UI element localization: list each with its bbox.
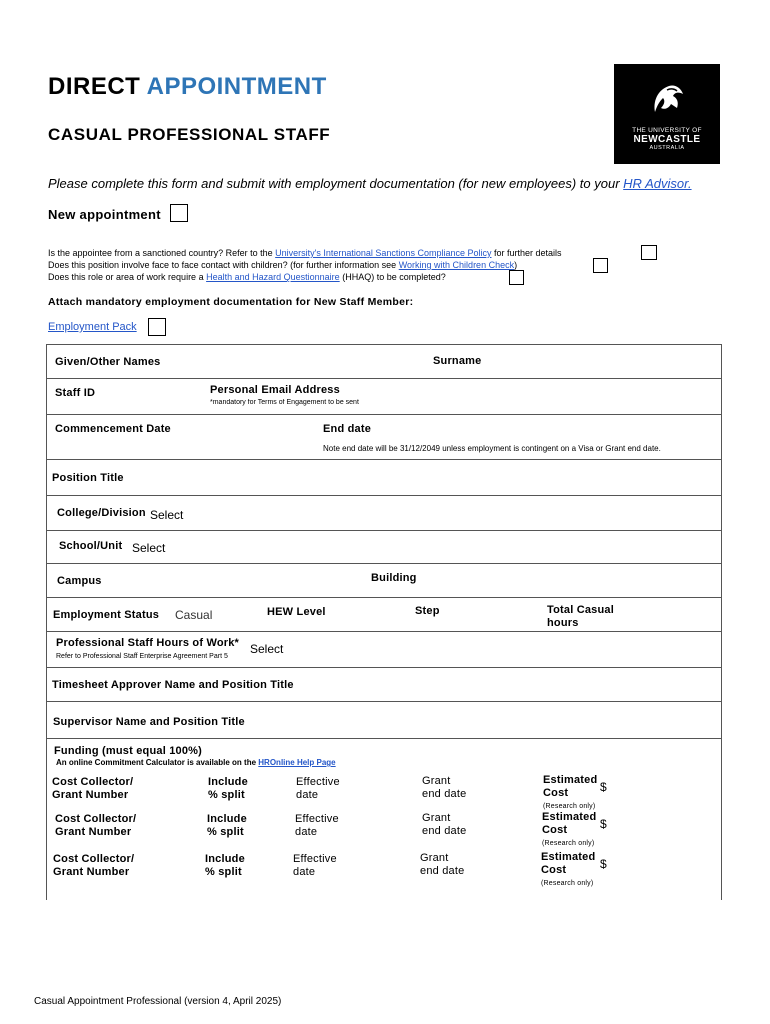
hhaq-checkbox[interactable] [509, 270, 524, 285]
intro-sentence: Please complete this form and submit with employment documentation (for new employees) to your [48, 176, 620, 191]
total-casual-line1: Total Casual [547, 604, 614, 616]
end-date-note: Note end date will be 31/12/2049 unless employment is contingent on a Visa or Grant end date. [323, 444, 661, 453]
staff-id-label: Staff ID [55, 387, 96, 399]
question-sanctions [48, 248, 562, 258]
grant-end-date-label-line2: end date [422, 788, 467, 800]
funding-heading: Funding (must equal 100%) [54, 745, 203, 757]
research-only-note-line1: (Research only) [543, 803, 596, 810]
logo-line2: NEWCASTLE [633, 134, 701, 145]
currency-symbol-line1: $ [600, 857, 607, 871]
sanctions-checkbox[interactable] [641, 245, 657, 260]
include-split-label-line2: % split [205, 866, 242, 878]
effective-date-label-line2: date [295, 826, 318, 838]
grant-end-date-label [422, 812, 466, 838]
include-split-label-line1: Include [207, 813, 247, 825]
include-split-label [208, 776, 248, 802]
q1-text: Is the appointee from a sanctioned country? Refer to the [48, 248, 273, 258]
estimated-cost-label-line1: Estimated [541, 851, 596, 863]
email-label: Personal Email Address [210, 384, 340, 396]
question-hhaq [48, 272, 446, 282]
q2-after: ) [514, 260, 518, 270]
school-unit-label: School/Unit [59, 540, 123, 552]
include-split-label-line2: % split [207, 826, 244, 838]
grant-end-date-label-line1: Grant [422, 775, 451, 787]
cost-collector-label-line2: Grant Number [53, 866, 130, 878]
effective-date-label-line1: Effective [296, 776, 340, 788]
total-casual-line2: hours [547, 617, 579, 629]
include-split-label [205, 853, 245, 879]
cost-collector-label-line1: Cost Collector/ [53, 853, 135, 865]
end-date-label: End date [323, 423, 372, 435]
supervisor-label: Supervisor Name and Position Title [53, 716, 245, 728]
new-appointment-label: New appointment [48, 207, 161, 222]
include-split-label-line1: Include [205, 853, 245, 865]
currency-symbol-line1: $ [600, 780, 607, 794]
page-subtitle: CASUAL PROFESSIONAL STAFF [48, 125, 331, 144]
hew-level-label: HEW Level [267, 606, 326, 618]
cost-collector-label [53, 853, 134, 879]
school-unit-select[interactable]: Select [132, 541, 166, 555]
research-only-note [541, 877, 593, 890]
building-label: Building [371, 572, 417, 584]
include-split-label [207, 813, 247, 839]
q3-after: (HHAQ) to be completed? [342, 272, 446, 282]
employment-pack-checkbox[interactable] [148, 318, 166, 336]
hr-advisor-link[interactable]: HR Advisor. [623, 176, 692, 191]
horse-head-icon [645, 78, 689, 122]
funding-note [56, 758, 336, 767]
research-only-note-line1: (Research only) [542, 840, 595, 847]
employment-pack-link[interactable]: Employment Pack [48, 321, 137, 333]
currency-symbol [600, 858, 607, 871]
hronline-help-link[interactable]: HROnline Help Page [258, 758, 336, 767]
employment-status-label: Employment Status [53, 609, 160, 621]
grant-end-date-label [422, 775, 466, 801]
grant-end-date-label-line1: Grant [422, 812, 451, 824]
estimated-cost-label-line2: Cost [541, 864, 567, 876]
step-label: Step [415, 605, 440, 617]
footer-text: Casual Appointment Professional (version 4, April 2025) [34, 996, 282, 1007]
cost-collector-label [55, 813, 136, 839]
research-only-note-line1: (Research only) [541, 880, 594, 887]
currency-symbol [600, 781, 607, 794]
effective-date-label-line1: Effective [293, 853, 337, 865]
college-division-label: College/Division [57, 507, 146, 519]
total-casual-hours-label [547, 604, 614, 630]
commencement-date-label: Commencement Date [55, 423, 171, 435]
estimated-cost-label-line1: Estimated [543, 774, 598, 786]
college-division-select[interactable]: Select [150, 508, 184, 522]
intro-text [48, 176, 692, 191]
q2-text: Does this position involve face to face contact with children? (for further information see [48, 260, 397, 270]
estimated-cost-label-line2: Cost [543, 787, 569, 799]
children-checkbox[interactable] [593, 258, 608, 273]
funding-note-text: An online Commitment Calculator is available on the [56, 758, 257, 767]
estimated-cost-label [543, 774, 597, 800]
effective-date-label-line2: date [293, 866, 316, 878]
university-logo [614, 64, 720, 164]
cost-collector-label-line2: Grant Number [55, 826, 132, 838]
timesheet-approver-label: Timesheet Approver Name and Position Title [52, 679, 294, 691]
hours-of-work-label: Professional Staff Hours of Work* [56, 637, 240, 649]
cost-collector-label-line2: Grant Number [52, 789, 129, 801]
title-direct: DIRECT [48, 73, 141, 100]
effective-date-label [295, 813, 339, 839]
estimated-cost-label-line2: Cost [542, 824, 568, 836]
effective-date-label [296, 776, 340, 802]
include-split-label-line1: Include [208, 776, 248, 788]
sanctions-policy-link[interactable]: University's International Sanctions Compliance Policy [275, 248, 492, 258]
cost-collector-label-line1: Cost Collector/ [52, 776, 134, 788]
given-names-label: Given/Other Names [55, 356, 161, 368]
grant-end-date-label-line2: end date [420, 865, 465, 877]
estimated-cost-label-line1: Estimated [542, 811, 597, 823]
page-title [48, 73, 327, 101]
hours-of-work-note: Refer to Professional Staff Enterprise Agreement Part 5 [56, 653, 228, 660]
include-split-label-line2: % split [208, 789, 245, 801]
hours-of-work-select[interactable]: Select [250, 642, 284, 656]
effective-date-label [293, 853, 337, 879]
q1-after: for further details [494, 248, 562, 258]
effective-date-label-line1: Effective [295, 813, 339, 825]
cost-collector-label [52, 776, 133, 802]
new-appointment-checkbox[interactable] [170, 204, 188, 222]
grant-end-date-label-line2: end date [422, 825, 467, 837]
currency-symbol [600, 818, 607, 831]
logo-line1: THE UNIVERSITY OF [632, 127, 702, 134]
estimated-cost-label [541, 851, 595, 877]
title-appointment: APPOINTMENT [146, 73, 327, 100]
q3-text: Does this role or area of work require a [48, 272, 204, 282]
working-with-children-link[interactable]: Working with Children Check [398, 260, 515, 270]
position-title-label: Position Title [52, 472, 124, 484]
hhaq-link[interactable]: Health and Hazard Questionnaire [206, 272, 340, 282]
effective-date-label-line2: date [296, 789, 319, 801]
cost-collector-label-line1: Cost Collector/ [55, 813, 137, 825]
grant-end-date-label [420, 852, 464, 878]
employment-status-value[interactable]: Casual [175, 608, 213, 622]
question-children [48, 260, 517, 270]
currency-symbol-line1: $ [600, 817, 607, 831]
estimated-cost-label [542, 811, 596, 837]
logo-line3: AUSTRALIA [649, 145, 685, 151]
surname-label: Surname [433, 355, 482, 367]
attach-heading: Attach mandatory employment documentation for New Staff Member: [48, 296, 414, 308]
campus-label: Campus [57, 575, 102, 587]
email-note: *mandatory for Terms of Engagement to be sent [210, 399, 359, 406]
grant-end-date-label-line1: Grant [420, 852, 449, 864]
research-only-note [542, 837, 594, 850]
